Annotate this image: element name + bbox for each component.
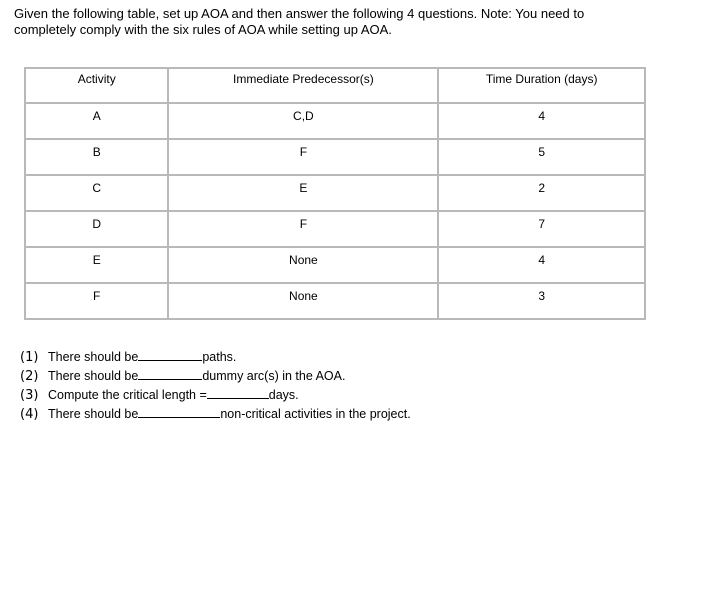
question-2 [20,367,411,386]
question-text-before: Compute the critical length = [48,388,207,402]
question-4 [20,405,411,424]
question-list [20,348,411,424]
cell-activity: E [25,247,168,283]
question-text-after: paths. [202,350,237,364]
question-number: (1) [20,350,39,365]
question-text-after: days. [268,388,299,402]
answer-blank[interactable] [138,405,220,418]
cell-predecessors: C,D [168,103,438,139]
question-text-after: dummy arc(s) in the AOA. [202,369,346,383]
answer-blank[interactable] [138,348,202,361]
cell-duration: 4 [438,103,645,139]
table-row [25,247,645,283]
question-text-before: There should be [48,350,139,364]
cell-duration: 3 [438,283,645,319]
cell-predecessors: None [168,283,438,319]
cell-predecessors: F [168,211,438,247]
cell-activity: C [25,175,168,211]
cell-activity: F [25,283,168,319]
cell-duration: 2 [438,175,645,211]
instructions-line-1: Given the following table, set up AOA and then answer the following 4 questions. Note: You need to [14,6,585,21]
question-number: (3) [20,388,39,403]
header-activity: Activity [25,68,168,103]
table-row [25,175,645,211]
cell-activity: A [25,103,168,139]
table-row [25,283,645,319]
question-text-before: There should be [48,369,139,383]
cell-predecessors: F [168,139,438,175]
table-row [25,139,645,175]
activity-table [24,67,646,320]
question-3 [20,386,411,405]
cell-activity: B [25,139,168,175]
question-number: (4) [20,407,39,422]
question-number: (2) [20,369,39,384]
instructions [14,6,654,38]
cell-predecessors: None [168,247,438,283]
table-header-row [25,68,645,103]
cell-duration: 5 [438,139,645,175]
table-row [25,211,645,247]
cell-predecessors: E [168,175,438,211]
question-text-after: non-critical activities in the project. [220,407,411,421]
cell-activity: D [25,211,168,247]
question-1 [20,348,411,367]
cell-duration: 7 [438,211,645,247]
question-text-before: There should be [48,407,139,421]
answer-blank[interactable] [207,386,269,399]
header-predecessors: Immediate Predecessor(s) [168,68,438,103]
table-row [25,103,645,139]
instructions-line-2: completely comply with the six rules of AOA while setting up AOA. [14,22,392,37]
header-duration: Time Duration (days) [438,68,645,103]
answer-blank[interactable] [138,367,202,380]
cell-duration: 4 [438,247,645,283]
